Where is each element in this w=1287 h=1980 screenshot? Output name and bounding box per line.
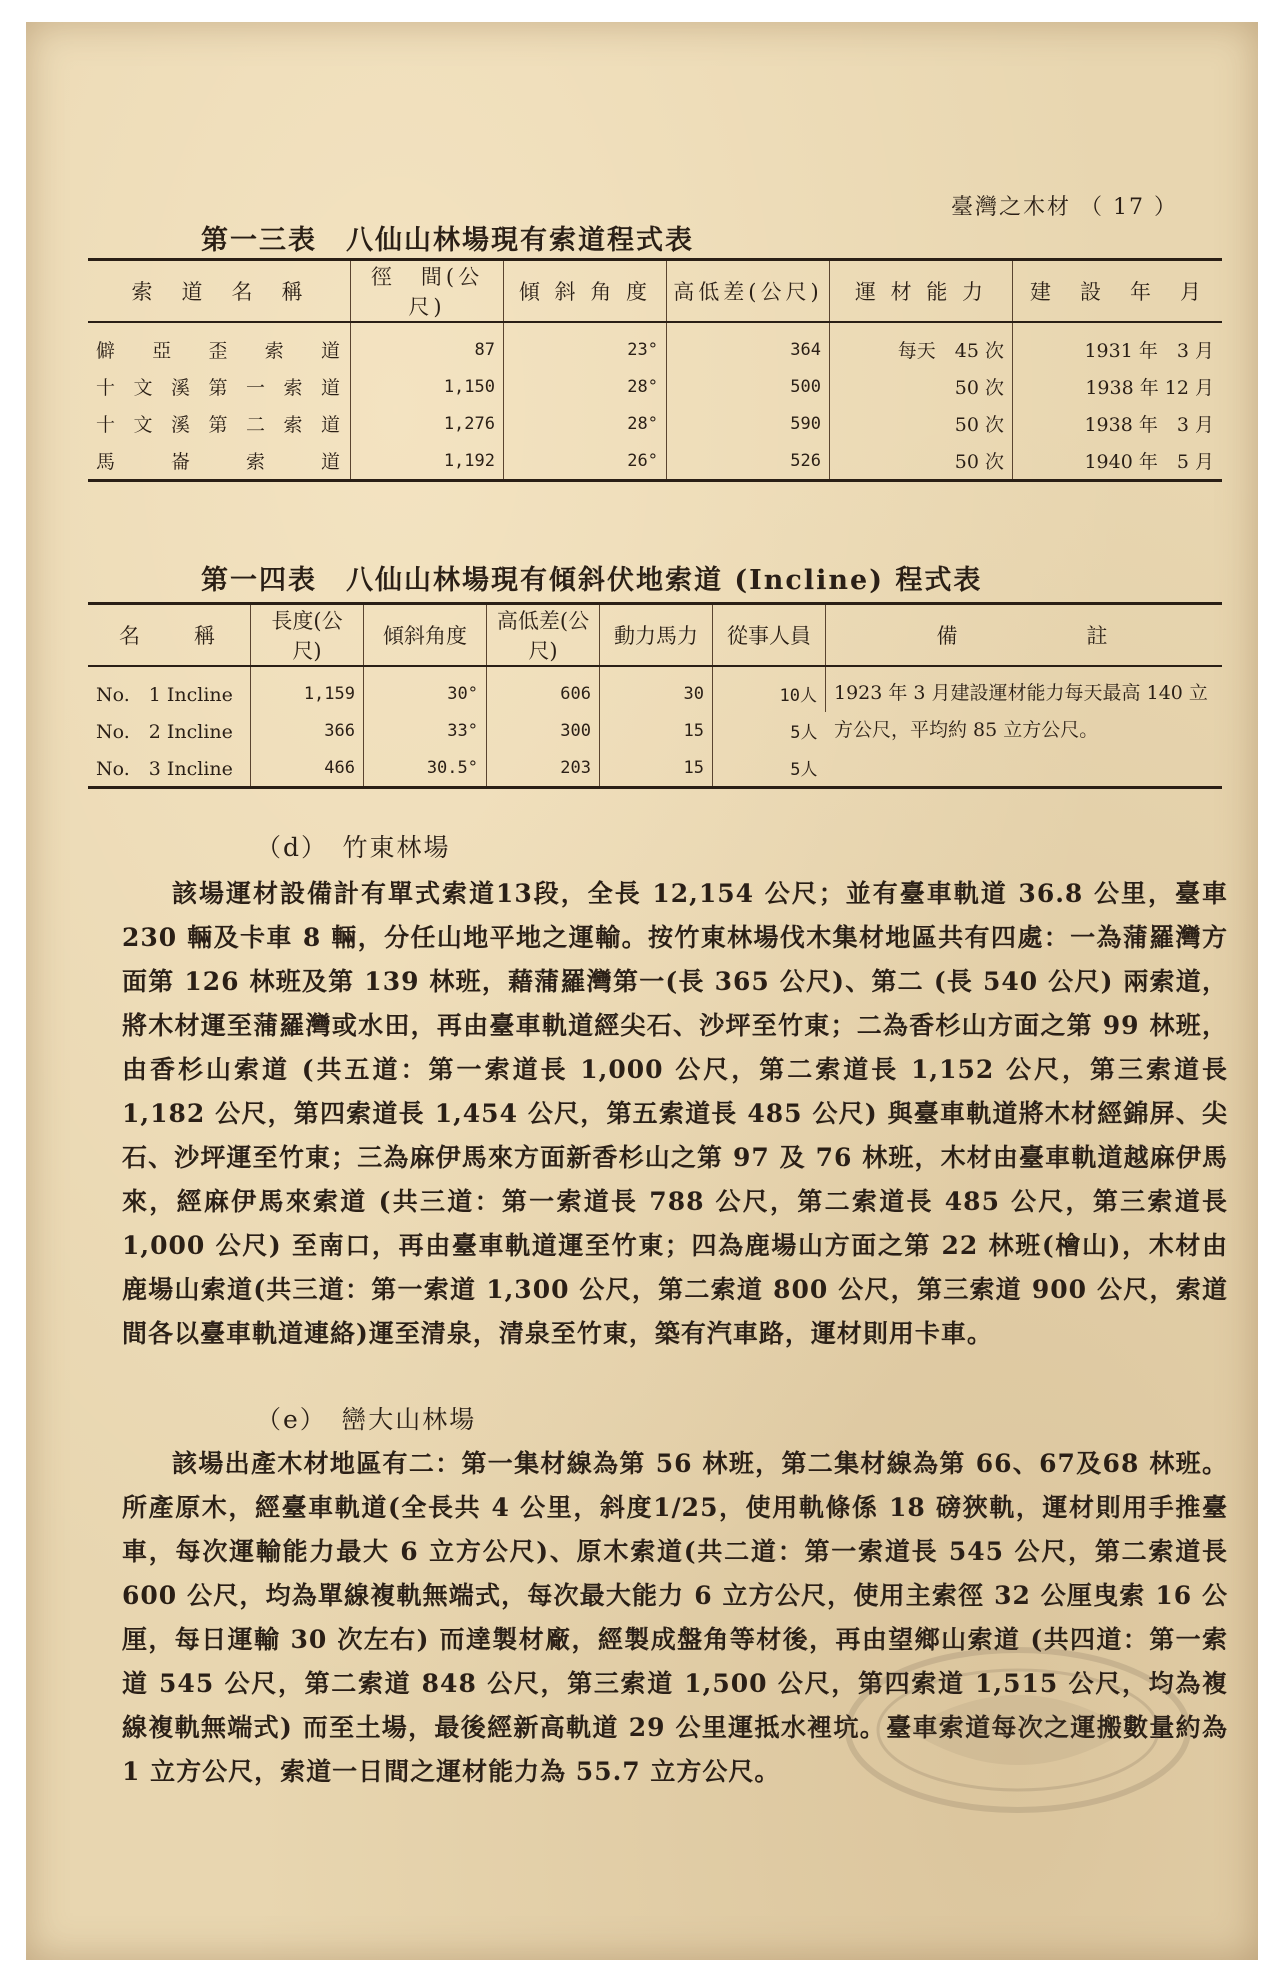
col-header: 建 設 年 月 — [1013, 260, 1223, 323]
cell: 28° — [504, 368, 667, 405]
cell: 1,159 — [251, 666, 364, 712]
table-row — [88, 442, 1222, 481]
cell: 300 — [487, 712, 600, 749]
cell: 馬崙索道 — [88, 442, 351, 481]
table-14 — [88, 602, 1222, 789]
table-14-caption: 第一四表 八仙山林場現有傾斜伏地索道 (Incline) 程式表 — [201, 565, 983, 596]
cell: 33° — [364, 712, 487, 749]
cell: 50 次 — [830, 368, 1013, 405]
cell: 1938 年 12 月 — [1085, 377, 1214, 399]
cell: 203 — [487, 749, 600, 788]
col-header: 高低差(公尺) — [667, 260, 830, 323]
cell: 50 次 — [830, 442, 1013, 481]
cell: 23° — [504, 322, 667, 368]
cell: 1,276 — [351, 405, 504, 442]
cell: 十文溪第一索道 — [88, 368, 351, 405]
table-row — [88, 322, 1222, 368]
cell: 5人 — [790, 723, 818, 743]
cell: 1931 年 3 月 — [1084, 340, 1214, 362]
col-header: 運 材 能 力 — [830, 260, 1013, 323]
section-e-title: （e） 巒大山林場 — [256, 1405, 477, 1434]
cell: No. 1 Incline — [88, 666, 251, 712]
table-header-row — [88, 604, 1222, 667]
table-13-caption: 第一三表 八仙山林場現有索道程式表 — [201, 225, 694, 256]
cell: No. 2 Incline — [88, 712, 251, 749]
section-d-body — [122, 872, 1228, 1356]
cell: 15 — [600, 712, 713, 749]
table-row — [88, 666, 1222, 712]
cell: 466 — [251, 749, 364, 788]
col-header: 高低差(公尺) — [487, 604, 600, 667]
cell: 10人 — [713, 666, 826, 712]
cell: 僻亞歪索道 — [88, 322, 351, 368]
cell: 1,192 — [351, 442, 504, 481]
col-header: 從事人員 — [713, 604, 826, 667]
cell: 每天 45 次 — [830, 322, 1013, 368]
cell: 87 — [351, 322, 504, 368]
col-header: 傾 斜 角 度 — [504, 260, 667, 323]
cell: 1940 年 5 月 — [1084, 451, 1214, 473]
section-e-paragraph: 該場出產木材地區有二：第一集材線為第 56 林班，第二集材線為第 66、67及68 林班。所產原木，經臺車軌道(全長共 4 公里，斜度1/25，使用軌條係 18 磅狹軌，運材則用手推臺車，每次運輸能力最大 6 立方公尺)、原木索道(共二道：第一索道長 545 公尺，第二索道長 600 公尺，均為單線複軌無端式，每次最大能力 6 立方公尺，使用主索徑 32 公厘曳索 16 公厘，每日運輸 30 次左右) 而達製材廠，經製成盤角等材後，再由望鄉山索道 (共四道：第一索道 545 公尺，第二索道 848 公尺，第三索道 1,500 公尺，第四索道 1,515 公尺，均為複線複軌無端式) 而至土場，最後經新高軌道 29 公里運抵水裡坑。臺車索道每次之運搬數量約為 1 立方公尺，索道一日間之運材能力為 55.7 立方公尺。 — [122, 1449, 1228, 1786]
col-header: 動力馬力 — [600, 604, 713, 667]
table-header-row — [88, 260, 1222, 323]
cell: 26° — [504, 442, 667, 481]
cell: 526 — [667, 442, 830, 481]
table-row — [88, 368, 1222, 405]
col-header: 長度(公尺) — [251, 604, 364, 667]
section-d-title: （d） 竹東林場 — [256, 833, 451, 862]
remarks-cell: 1923 年 3 月建設運材能力每天最高 140 立方公尺，平均約 85 立方公尺。 — [834, 682, 1208, 741]
running-header: 臺灣之木材 （ 17 ） — [951, 195, 1178, 220]
cell: 30 — [600, 666, 713, 712]
scanned-page — [26, 22, 1258, 1960]
cell: 28° — [504, 405, 667, 442]
cell: 30.5° — [364, 749, 487, 788]
cell: 十文溪第二索道 — [88, 405, 351, 442]
cell: 366 — [251, 712, 364, 749]
cell: 590 — [667, 405, 830, 442]
col-header: 索 道 名 稱 — [88, 260, 351, 323]
library-watermark — [838, 1640, 1198, 1820]
cell: 30° — [364, 666, 487, 712]
cell: 1938 年 3 月 — [1084, 414, 1214, 436]
cell: 5人 — [790, 760, 818, 780]
cell: No. 3 Incline — [88, 749, 251, 788]
table-13 — [88, 258, 1222, 482]
cell: 364 — [667, 322, 830, 368]
cell: 15 — [600, 749, 713, 788]
cell: 50 次 — [830, 405, 1013, 442]
col-header: 徑 間(公尺) — [351, 260, 504, 323]
cell: 606 — [487, 666, 600, 712]
col-header: 備 註 — [826, 604, 1223, 667]
col-header: 名 稱 — [88, 604, 251, 667]
table-row — [88, 405, 1222, 442]
col-header: 傾斜角度 — [364, 604, 487, 667]
section-d-paragraph: 該場運材設備計有單式索道13段，全長 12,154 公尺；並有臺車軌道 36.8 公里，臺車 230 輛及卡車 8 輛，分任山地平地之運輸。按竹東林場伐木集材地區共有四處：一為蒲羅灣方面第 126 林班及第 139 林班，藉蒲羅灣第一(長 365 公尺)、第二 (長 540 公尺) 兩索道，將木材運至蒲羅灣或水田，再由臺車軌道經尖石、沙坪至竹東；二為香杉山方面之第 99 林班，由香杉山索道 (共五道：第一索道長 1,000 公尺，第二索道長 1,152 公尺，第三索道長 1,182 公尺，第四索道長 1,454 公尺，第五索道長 485 公尺) 與臺車軌道將木材經錦屏、尖石、沙坪運至竹東；三為麻伊馬來方面新香杉山之第 97 及 76 林班，木材由臺車軌道越麻伊馬來，經麻伊馬來索道 (共三道：第一索道長 788 公尺，第二索道長 485 公尺，第三索道長 1,000 公尺) 至南口，再由臺車軌道運至竹東；四為鹿場山方面之第 22 林班(檜山)，木材由鹿場山索道(共三道：第一索道 1,300 公尺，第二索道 800 公尺，第三索道 900 公尺，索道間各以臺車軌道連絡)運至清泉，清泉至竹東，築有汽車路，運材則用卡車。 — [122, 879, 1228, 1348]
cell: 500 — [667, 368, 830, 405]
cell: 1,150 — [351, 368, 504, 405]
